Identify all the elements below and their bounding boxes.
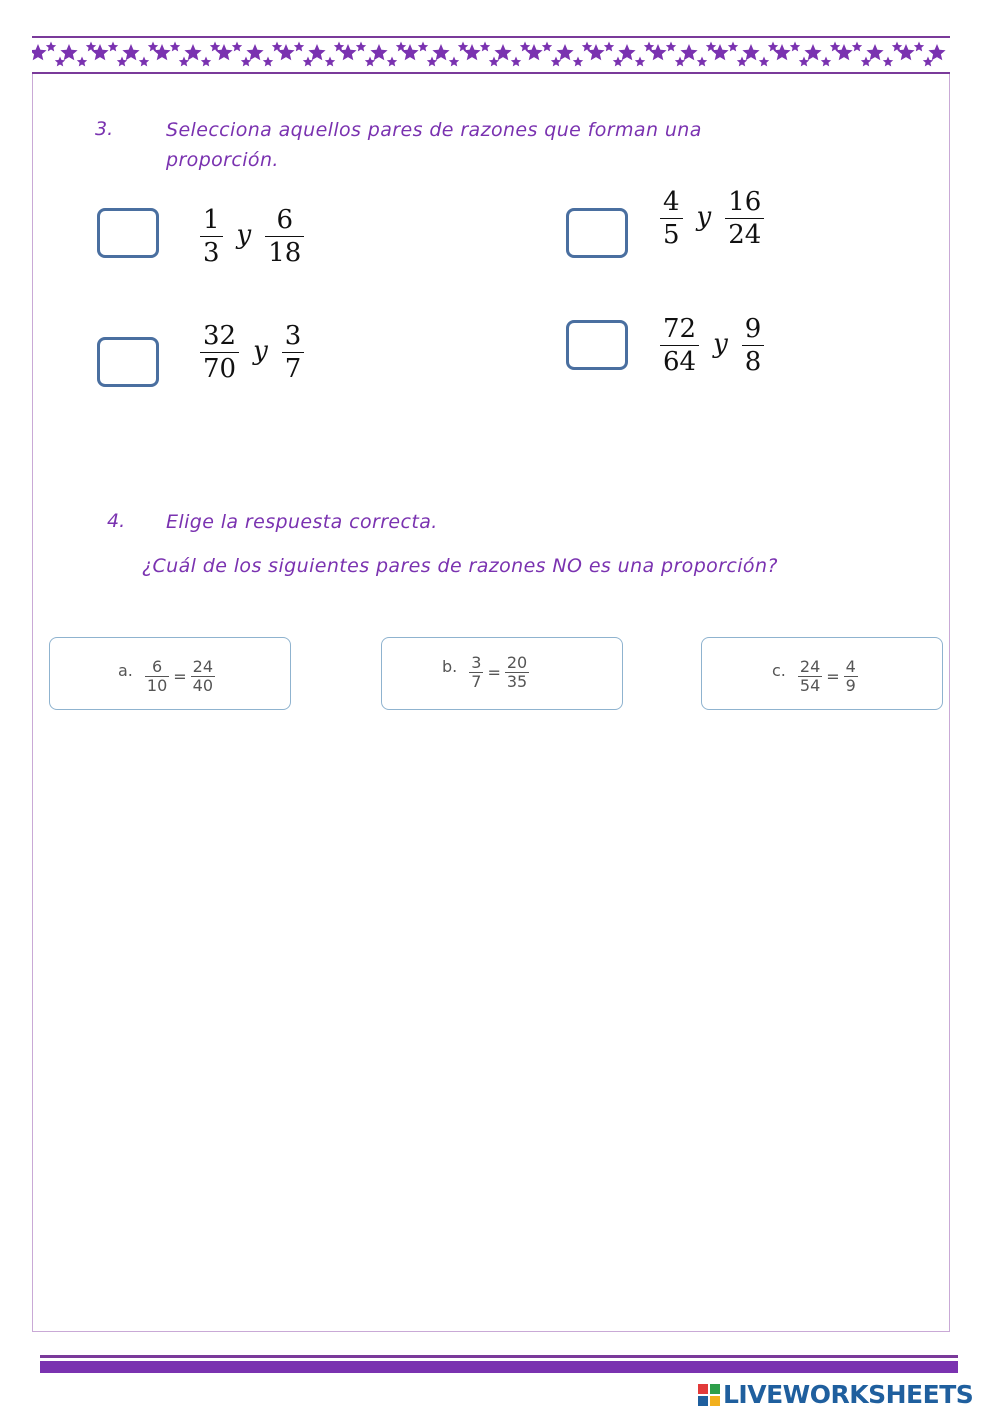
option-c-button[interactable] — [701, 637, 943, 710]
fraction: $\frac{3}{7}$ — [471, 653, 482, 691]
fraction: $\frac{24}{54}$ — [799, 657, 821, 695]
equals-sign: = — [173, 667, 187, 686]
question-3-text-line1: Selecciona aquellos pares de razones que forman una — [166, 119, 702, 141]
conjunction: y — [696, 201, 712, 232]
option-a-button[interactable] — [49, 637, 291, 710]
option-letter: a. — [118, 661, 133, 680]
conjunction: y — [236, 219, 252, 250]
fraction: $\frac{4}{9}$ — [845, 657, 856, 695]
pair-2-checkbox[interactable] — [566, 208, 628, 258]
question-4-prompt: ¿Cuál de los siguientes pares de razones NO es una proporción? — [142, 555, 778, 577]
ratio-pair-3 — [200, 320, 304, 385]
pair-3-checkbox[interactable] — [97, 337, 159, 387]
option-b-content — [442, 654, 529, 691]
ratio-pair-1 — [200, 204, 304, 269]
equals-sign: = — [487, 663, 501, 682]
fraction: $\frac{3}{7}$ — [282, 320, 305, 385]
question-4-instruction: Elige la respuesta correcta. — [166, 511, 438, 533]
option-c-content — [772, 658, 858, 695]
question-4-number: 4. — [107, 510, 126, 532]
footer-divider-thin — [40, 1355, 958, 1358]
fraction: $\frac{20}{35}$ — [506, 653, 528, 691]
fraction: $\frac{4}{5}$ — [660, 186, 683, 251]
option-letter: c. — [772, 661, 786, 680]
logo-grid-icon — [698, 1384, 720, 1406]
fraction: $\frac{1}{3}$ — [200, 204, 223, 269]
footer-divider-thick — [40, 1361, 958, 1373]
fraction: $\frac{24}{40}$ — [192, 657, 214, 695]
pair-1-checkbox[interactable] — [97, 208, 159, 258]
option-letter: b. — [442, 657, 458, 676]
question-3-number: 3. — [95, 118, 114, 140]
conjunction: y — [713, 328, 728, 359]
option-a-content — [118, 658, 215, 695]
conjunction: y — [253, 335, 268, 366]
brand-name: LIVEWORKSHEETS — [723, 1380, 974, 1409]
equals-sign: = — [826, 667, 840, 686]
option-b-button[interactable] — [381, 637, 623, 710]
star-border-decoration — [32, 36, 950, 74]
question-3-text — [166, 115, 702, 175]
fraction: $\frac{72}{64}$ — [660, 313, 699, 378]
fraction: $\frac{9}{8}$ — [742, 313, 765, 378]
fraction: $\frac{16}{24}$ — [725, 186, 764, 251]
ratio-pair-4 — [660, 313, 764, 378]
pair-4-checkbox[interactable] — [566, 320, 628, 370]
ratio-pair-2 — [660, 186, 764, 251]
question-3-text-line2: proporción. — [166, 149, 279, 171]
fraction: $\frac{6}{10}$ — [146, 657, 168, 695]
fraction: $\frac{32}{70}$ — [200, 320, 239, 385]
liveworksheets-logo — [698, 1380, 973, 1409]
fraction: $\frac{6}{18}$ — [265, 204, 304, 269]
